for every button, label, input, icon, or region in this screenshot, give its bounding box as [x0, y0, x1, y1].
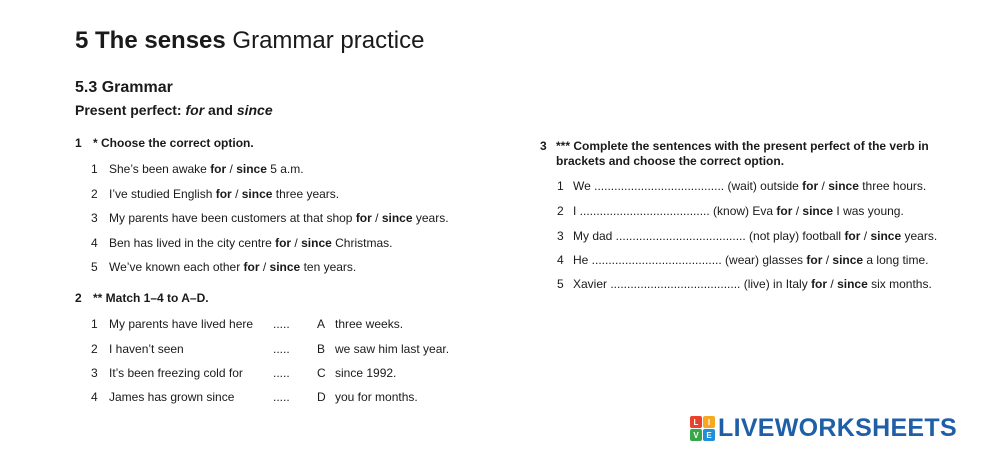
q2-heading: [75, 291, 209, 305]
match-letter: B: [317, 342, 326, 356]
item-text-post: years.: [412, 211, 449, 225]
item-text: [109, 187, 339, 201]
option-since[interactable]: since: [236, 162, 267, 176]
item-number: 5: [91, 260, 98, 274]
match-number: 1: [91, 317, 98, 331]
item-text-post: 5 a.m.: [266, 162, 304, 176]
item-text-pre[interactable]: My dad ....................................... (not play) football: [573, 229, 845, 243]
item-text-post: I was young.: [833, 204, 904, 218]
item-text-post: six months.: [867, 277, 932, 291]
item-text: [109, 260, 356, 274]
option-for[interactable]: for: [275, 236, 292, 250]
option-for[interactable]: for: [806, 253, 823, 267]
q1-number: 1: [75, 136, 82, 150]
item-text-pre: She’s been awake: [109, 162, 211, 176]
option-separator: /: [818, 179, 829, 193]
option-separator: /: [226, 162, 237, 176]
match-left-text: It’s been freezing cold for: [109, 366, 243, 380]
subtitle-since: since: [236, 102, 273, 118]
match-left-text: I haven’t seen: [109, 342, 184, 356]
item-number: 4: [91, 236, 98, 250]
match-answer-blank[interactable]: .....: [273, 390, 290, 404]
item-text-post: Christmas.: [331, 236, 393, 250]
option-for[interactable]: for: [210, 162, 227, 176]
item-text-pre: Ben has lived in the city centre: [109, 236, 276, 250]
subtitle-and: and: [204, 102, 237, 118]
item-text-post: three hours.: [858, 179, 927, 193]
item-text: [109, 211, 449, 225]
item-text: [573, 253, 928, 267]
option-since[interactable]: since: [241, 187, 273, 201]
match-right-text: since 1992.: [335, 366, 397, 380]
option-for[interactable]: for: [355, 211, 372, 225]
option-since[interactable]: since: [870, 229, 902, 243]
item-number: 4: [557, 253, 564, 267]
option-for[interactable]: for: [844, 229, 861, 243]
option-separator: /: [860, 229, 871, 243]
match-number: 4: [91, 390, 98, 404]
logo-letter: I: [703, 416, 715, 428]
logo-icon: [690, 416, 715, 441]
q3-number: 3: [540, 139, 547, 153]
q2-instruction: ** Match 1–4 to A–D.: [93, 291, 209, 305]
item-text-pre[interactable]: We ....................................... (wait) outside: [573, 179, 803, 193]
item-text: [573, 229, 937, 243]
item-number: 5: [557, 277, 564, 291]
page-title: [75, 27, 424, 55]
match-answer-blank[interactable]: .....: [273, 317, 290, 331]
item-text: [109, 162, 304, 176]
item-text-pre[interactable]: Xavier ....................................... (live) in Italy: [573, 277, 812, 291]
option-separator: /: [792, 204, 803, 218]
item-text-post: three years.: [272, 187, 340, 201]
item-text-pre[interactable]: He ....................................... (wear) glasses: [573, 253, 807, 267]
subtitle-for: for: [185, 102, 205, 118]
option-since[interactable]: since: [837, 277, 868, 291]
item-text-post: a long time.: [863, 253, 929, 267]
match-right-text: we saw him last year.: [335, 342, 450, 356]
item-text-post: years.: [901, 229, 938, 243]
item-number: 3: [91, 211, 98, 225]
logo-letter: E: [703, 429, 715, 441]
subtitle-prefix: Present perfect:: [75, 102, 186, 118]
item-text-pre: We’ve known each other: [109, 260, 244, 274]
q3-instruction: *** Complete the sentences with the present perfect of the verb in brackets and choose the correct option.: [556, 139, 929, 168]
item-number: 2: [557, 204, 564, 218]
option-separator: /: [231, 187, 242, 201]
option-for[interactable]: for: [802, 179, 819, 193]
logo-letter: L: [690, 416, 702, 428]
title-rest: Grammar practice: [225, 27, 425, 54]
item-number: 3: [557, 229, 564, 243]
option-separator: /: [822, 253, 833, 267]
item-text-pre: I’ve studied English: [109, 187, 216, 201]
match-letter: D: [317, 390, 326, 404]
liveworksheets-logo: [690, 414, 957, 443]
q3-heading: [540, 139, 950, 169]
item-text: [573, 277, 932, 291]
item-text: [573, 204, 904, 218]
title-bold: 5 The senses: [75, 27, 226, 54]
item-number: 1: [91, 162, 98, 176]
section-subtitle: [75, 102, 273, 118]
match-left-text: My parents have lived here: [109, 317, 254, 331]
section-heading: 5.3 Grammar: [75, 79, 173, 96]
option-since[interactable]: since: [269, 260, 301, 274]
option-separator: /: [827, 277, 838, 291]
item-number: 1: [557, 179, 564, 193]
logo-text: LIVEWORKSHEETS: [718, 414, 957, 442]
q1-heading: [75, 136, 254, 150]
item-text: [573, 179, 926, 193]
option-since[interactable]: since: [828, 179, 859, 193]
option-since[interactable]: since: [832, 253, 864, 267]
item-number: 2: [91, 187, 98, 201]
item-text-post: ten years.: [300, 260, 357, 274]
option-for[interactable]: for: [811, 277, 828, 291]
match-number: 2: [91, 342, 98, 356]
match-letter: C: [317, 366, 326, 380]
option-separator: /: [371, 211, 382, 225]
match-answer-blank[interactable]: .....: [273, 366, 290, 380]
option-for[interactable]: for: [243, 260, 260, 274]
option-since[interactable]: since: [381, 211, 413, 225]
match-right-text: you for months.: [335, 390, 418, 404]
option-since[interactable]: since: [802, 204, 834, 218]
q2-number: 2: [75, 291, 82, 305]
option-for[interactable]: for: [776, 204, 793, 218]
option-separator: /: [259, 260, 270, 274]
item-text-pre[interactable]: I ....................................... (know) Eva: [573, 204, 777, 218]
match-letter: A: [317, 317, 326, 331]
match-number: 3: [91, 366, 98, 380]
match-answer-blank[interactable]: .....: [273, 342, 290, 356]
option-since[interactable]: since: [301, 236, 332, 250]
logo-letter: V: [690, 429, 702, 441]
option-for[interactable]: for: [215, 187, 232, 201]
item-text-pre: My parents have been customers at that shop: [109, 211, 356, 225]
q1-instruction: * Choose the correct option.: [93, 136, 254, 150]
match-left-text: James has grown since: [109, 390, 235, 404]
match-right-text: three weeks.: [335, 317, 404, 331]
item-text: [109, 236, 392, 250]
option-separator: /: [291, 236, 302, 250]
